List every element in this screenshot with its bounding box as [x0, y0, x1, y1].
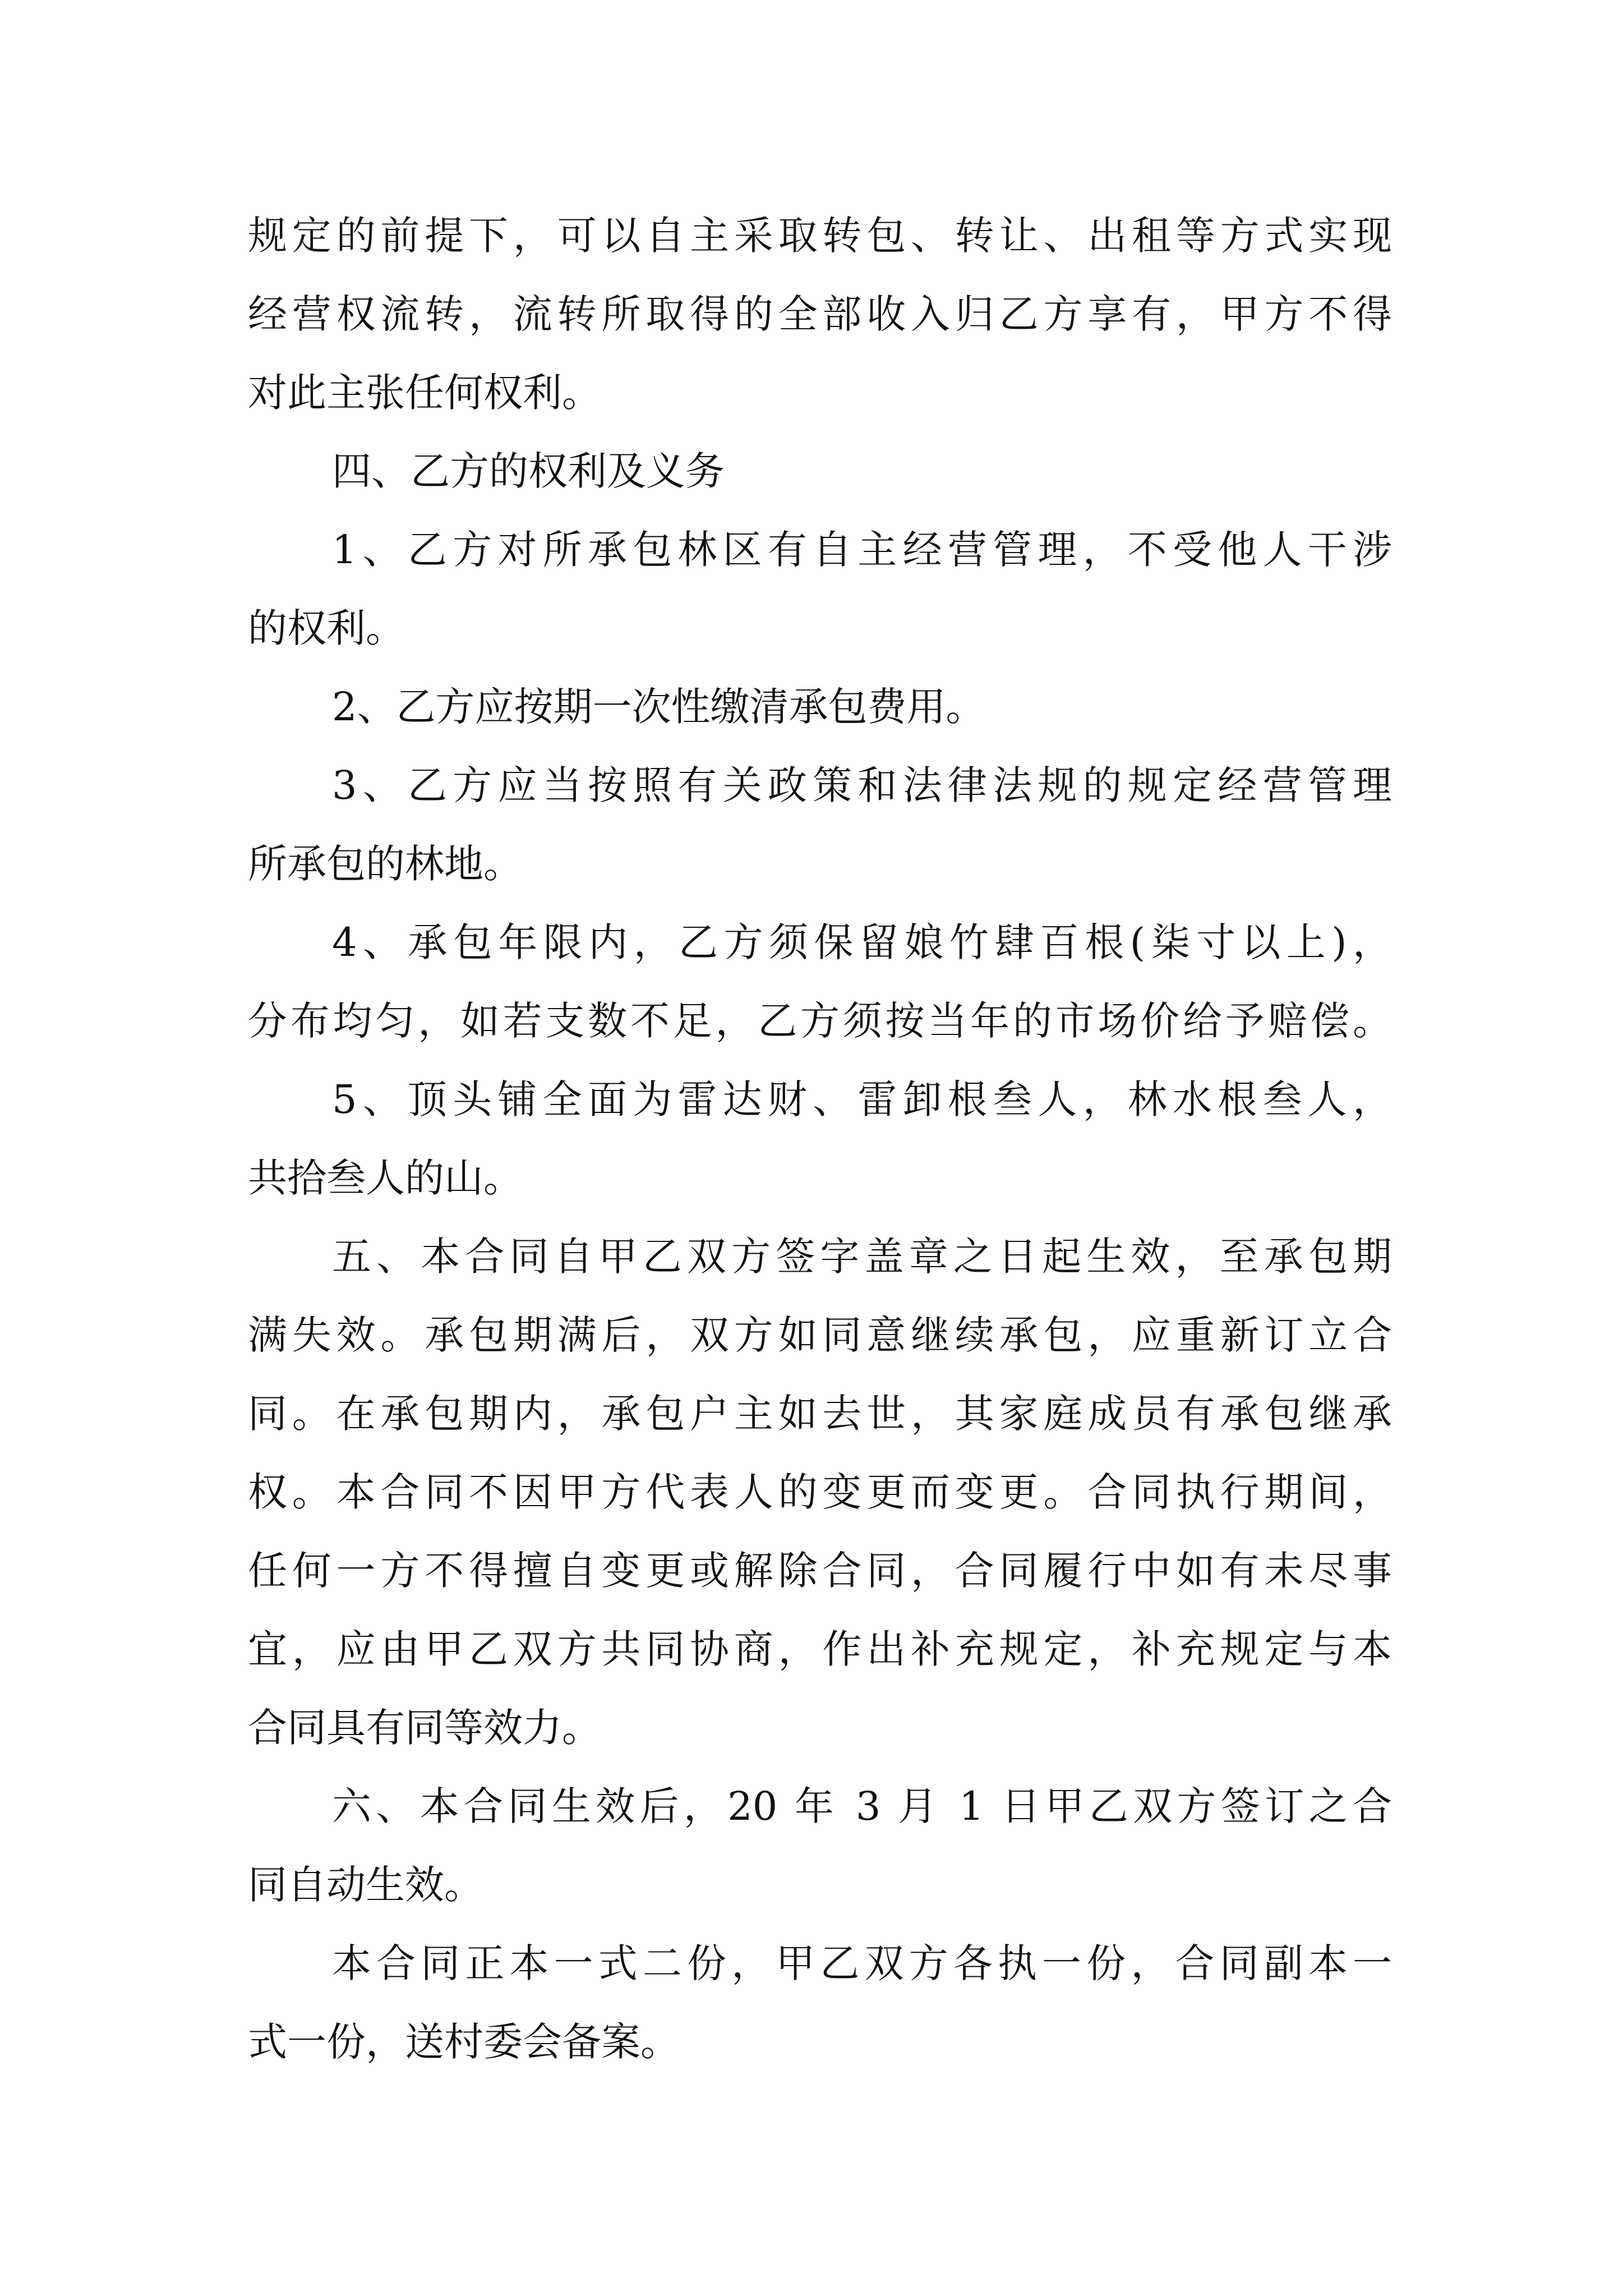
text-line: 的权利。 [248, 605, 405, 651]
text-line: 同自动生效。 [248, 1862, 483, 1908]
text-line: 经营权流转，流转所取得的全部收入归乙方享有，甲方不得 [248, 291, 1392, 337]
section-paragraph: 六、本合同生效后，20 年 3 月 1 日甲乙双方签订之合 [332, 1783, 1392, 1829]
text-line: 规定的前提下，可以自主采取转包、转让、出租等方式实现 [248, 213, 1392, 259]
text-line: 所承包的林地。 [248, 841, 523, 887]
list-item: 5、顶头铺全面为雷达财、雷卸根叁人，林水根叁人， [332, 1076, 1392, 1122]
closing-paragraph: 本合同正本一式二份，甲乙双方各执一份，合同副本一 [332, 1940, 1392, 1986]
text-line: 分布均匀，如若支数不足，乙方须按当年的市场价给予赔偿。 [248, 998, 1392, 1044]
section-heading: 四、乙方的权利及义务 [332, 448, 725, 494]
text-line: 满失效。承包期满后，双方如同意继续承包，应重新订立合 [248, 1312, 1392, 1358]
list-item: 2、乙方应按期一次性缴清承包费用。 [332, 684, 985, 730]
list-item: 1、乙方对所承包林区有自主经营管理，不受他人干涉 [332, 527, 1392, 573]
list-item: 4、承包年限内，乙方须保留娘竹肆百根(柒寸以上)， [332, 919, 1392, 965]
text-line: 任何一方不得擅自变更或解除合同，合同履行中如有未尽事 [248, 1548, 1392, 1594]
text-line: 式一份，送村委会备案。 [248, 2019, 680, 2065]
text-line: 对此主张任何权利。 [248, 370, 601, 416]
text-line: 合同具有同等效力。 [248, 1705, 601, 1751]
text-line: 权。本合同不因甲方代表人的变更而变更。合同执行期间， [248, 1469, 1392, 1515]
list-item: 3、乙方应当按照有关政策和法律法规的规定经营管理 [332, 762, 1392, 808]
section-paragraph: 五、本合同自甲乙双方签字盖章之日起生效，至承包期 [332, 1234, 1392, 1280]
text-line: 宜，应由甲乙双方共同协商，作出补充规定，补充规定与本 [248, 1626, 1392, 1672]
text-line: 共拾叁人的山。 [248, 1155, 523, 1201]
text-line: 同。在承包期内，承包户主如去世，其家庭成员有承包继承 [248, 1391, 1392, 1437]
